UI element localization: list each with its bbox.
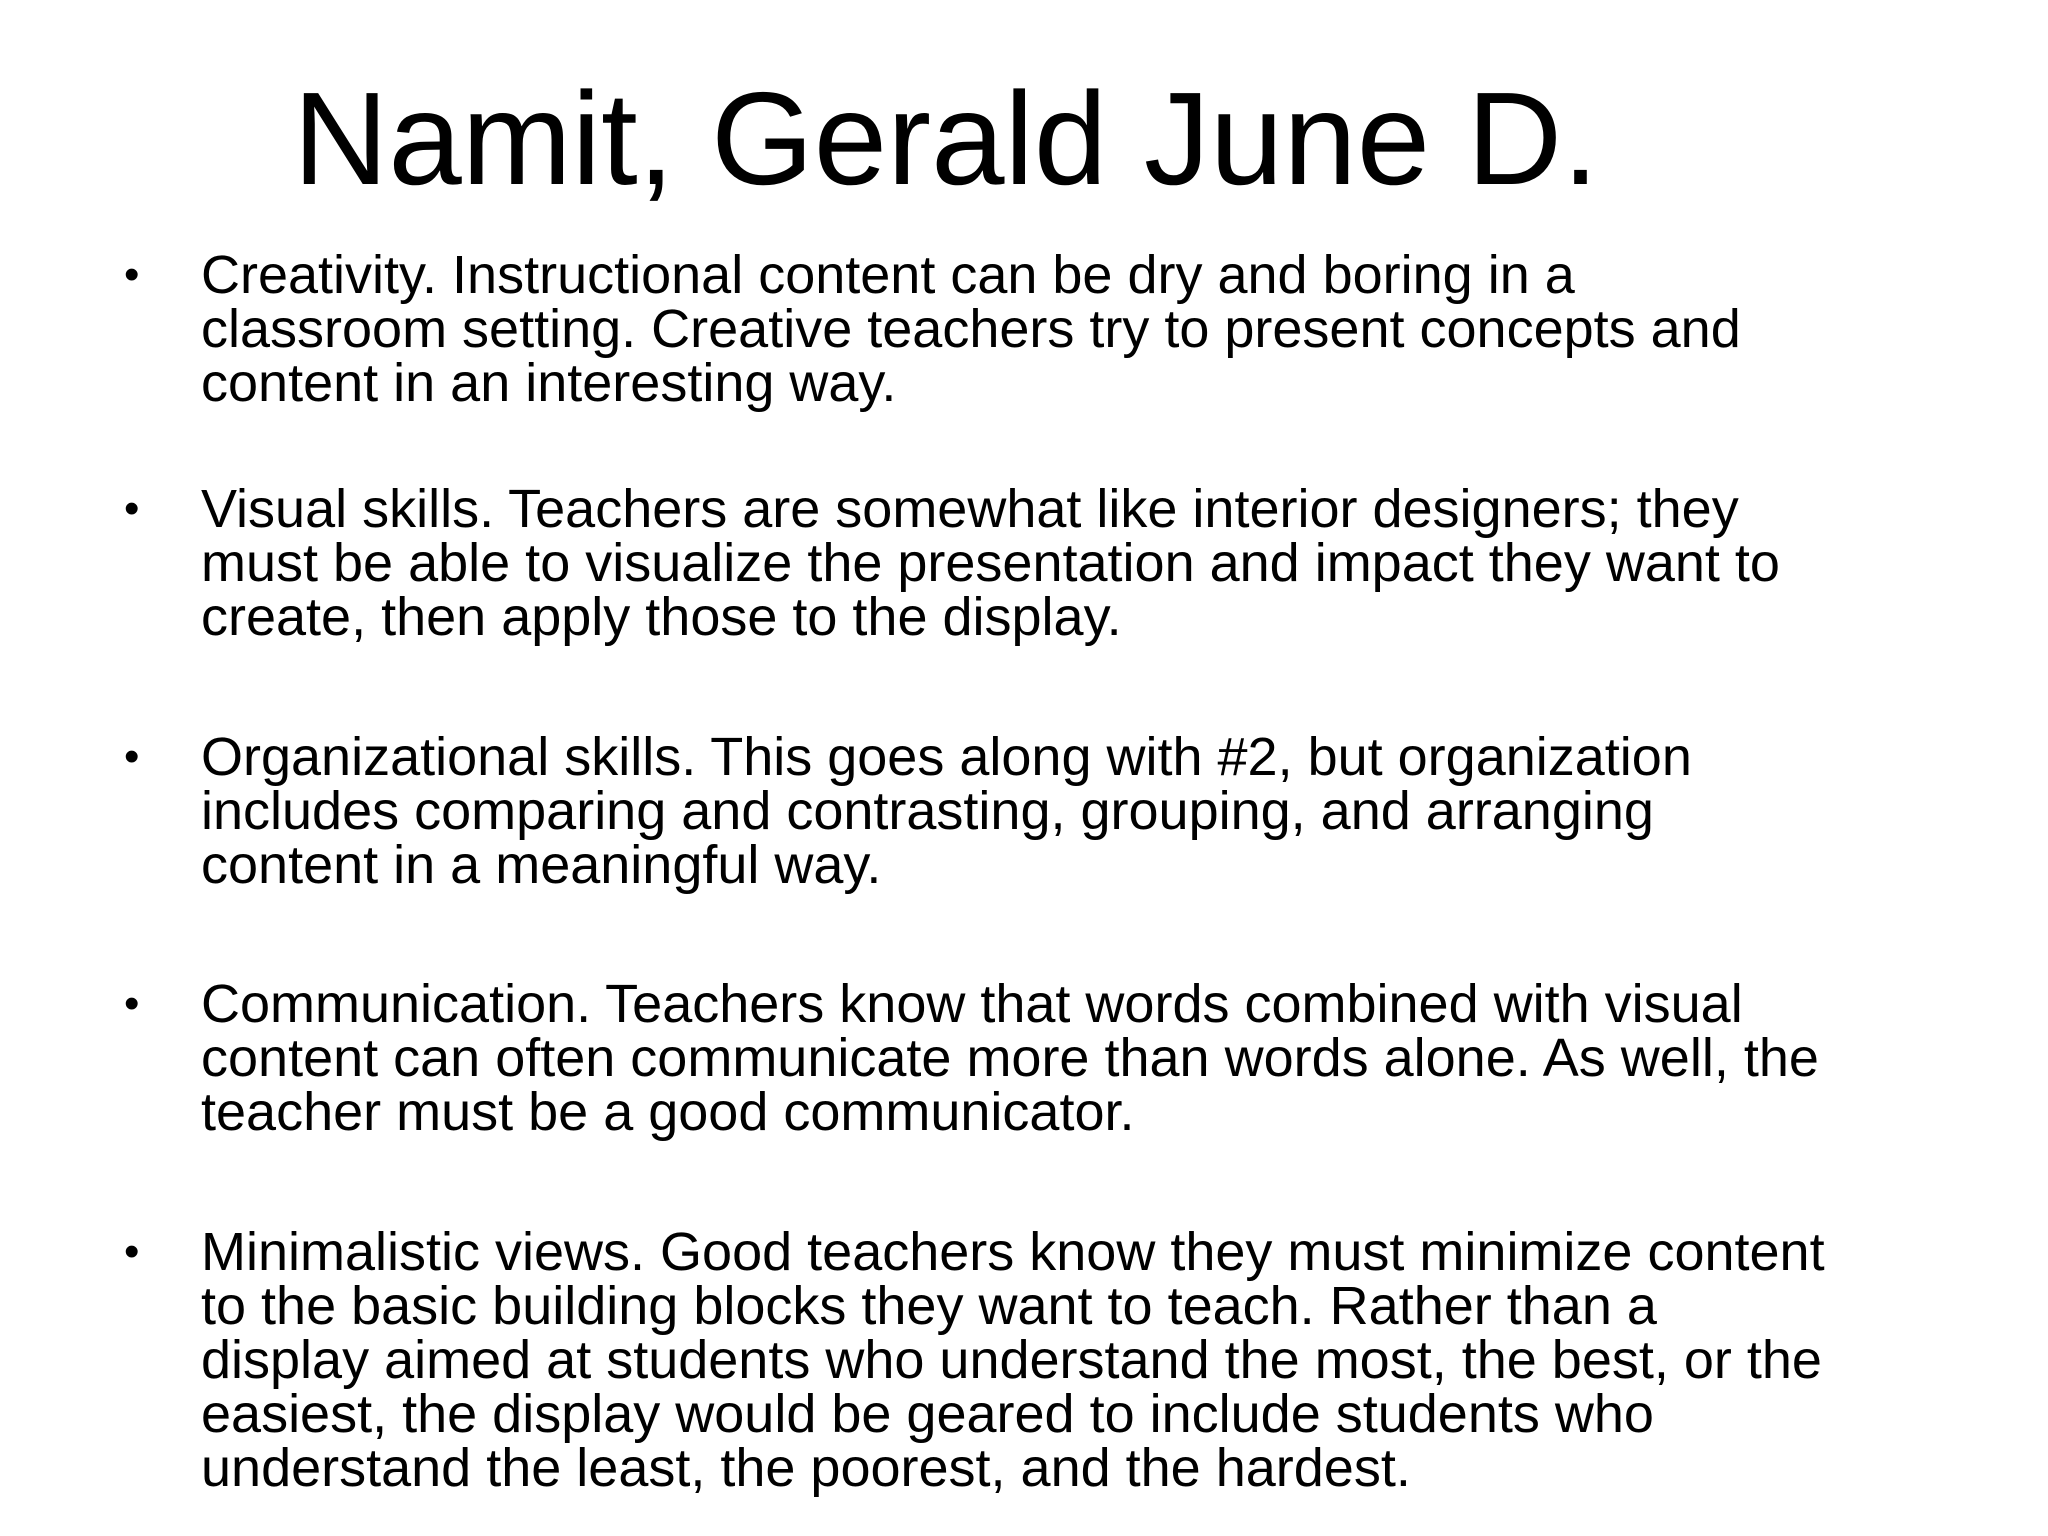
bullet-line: Communication. Teachers know that words combined with visual [201,974,1743,1034]
bullet-line: understand the least, the poorest, and the hardest. [201,1438,1411,1498]
bullet-line: create, then apply those to the display. [201,587,1122,647]
bullet-line: Minimalistic views. Good teachers know they must minimize content [201,1222,1825,1282]
bullet-line: Visual skills. Teachers are somewhat like interior designers; they [201,479,1739,539]
bullet-line: display aimed at students who understand the most, the best, or the [201,1330,1822,1390]
bullet-line: must be able to visualize the presentation and impact they want to [201,533,1780,593]
bullet-text [201,479,1991,647]
bullet-line: content in a meaningful way. [201,835,882,895]
bullet-line: teacher must be a good communicator. [201,1082,1135,1142]
bullet-line: content can often communicate more than words alone. As well, the [201,1028,1819,1088]
slide-title: Namit, Gerald June D. [293,65,1599,212]
bullet-dot-icon: • [124,979,140,1028]
bullet-dot-icon: • [124,732,140,781]
bullet-text [201,974,1991,1142]
bullet-line: easiest, the display would be geared to include students who [201,1384,1654,1444]
bullet-line: content in an interesting way. [201,353,897,413]
bullet-text [201,245,1991,413]
bullet-dot-icon: • [124,250,140,299]
bullet-text [201,727,1991,895]
bullet-line: includes comparing and contrasting, grouping, and arranging [201,781,1654,841]
bullet-line: Organizational skills. This goes along with #2, but organization [201,727,1692,787]
bullet-dot-icon: • [124,1227,140,1276]
bullet-text [201,1222,1991,1498]
bullet-line: classroom setting. Creative teachers try to present concepts and [201,299,1741,359]
bullet-line: Creativity. Instructional content can be dry and boring in a [201,245,1575,305]
bullet-dot-icon: • [124,484,140,533]
bullet-line: to the basic building blocks they want to teach. Rather than a [201,1276,1657,1336]
